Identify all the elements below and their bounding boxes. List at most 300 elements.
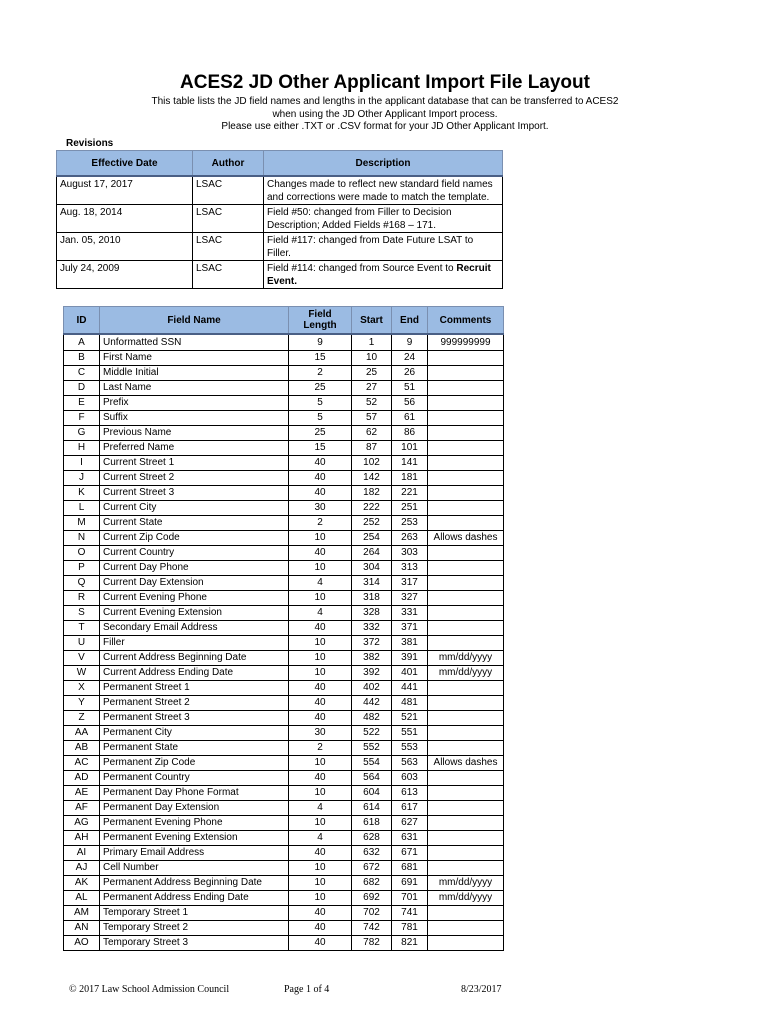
header-author: Author [193, 151, 264, 177]
field-id: D [64, 381, 100, 396]
field-id: F [64, 411, 100, 426]
field-length: 40 [289, 906, 352, 921]
field-start: 52 [352, 396, 392, 411]
field-start: 554 [352, 756, 392, 771]
field-row [64, 621, 504, 636]
field-id: X [64, 681, 100, 696]
revision-description: Field #117: changed from Date Future LSAT to Filler. [264, 233, 503, 261]
field-name: Unformatted SSN [100, 334, 289, 351]
field-name: Permanent Day Extension [100, 801, 289, 816]
field-start: 1 [352, 334, 392, 351]
footer-copyright: © 2017 Law School Admission Council [69, 984, 230, 995]
field-end: 613 [392, 786, 428, 801]
field-end: 9 [392, 334, 428, 351]
field-end: 701 [392, 891, 428, 906]
field-end: 313 [392, 561, 428, 576]
field-start: 182 [352, 486, 392, 501]
field-comment [428, 696, 504, 711]
field-row [64, 546, 504, 561]
field-row [64, 426, 504, 441]
field-name: Permanent City [100, 726, 289, 741]
field-row [64, 516, 504, 531]
field-id: AF [64, 801, 100, 816]
field-end: 86 [392, 426, 428, 441]
field-comment: mm/dd/yyyy [428, 651, 504, 666]
field-length: 40 [289, 711, 352, 726]
field-id: AN [64, 921, 100, 936]
field-id: J [64, 471, 100, 486]
field-start: 252 [352, 516, 392, 531]
field-row [64, 696, 504, 711]
field-length: 40 [289, 696, 352, 711]
field-name: Permanent Evening Phone [100, 816, 289, 831]
field-comment [428, 636, 504, 651]
field-start: 25 [352, 366, 392, 381]
field-name: Permanent Street 2 [100, 696, 289, 711]
field-end: 563 [392, 756, 428, 771]
header-comments: Comments [428, 307, 504, 335]
field-start: 692 [352, 891, 392, 906]
field-row [64, 741, 504, 756]
header-id: ID [64, 307, 100, 335]
field-name: Permanent Street 3 [100, 711, 289, 726]
field-end: 401 [392, 666, 428, 681]
field-row [64, 846, 504, 861]
field-row [64, 351, 504, 366]
field-end: 741 [392, 906, 428, 921]
field-name: Permanent State [100, 741, 289, 756]
field-start: 672 [352, 861, 392, 876]
field-comment [428, 561, 504, 576]
field-row [64, 636, 504, 651]
field-comment [428, 846, 504, 861]
header-field-name: Field Name [100, 307, 289, 335]
field-end: 253 [392, 516, 428, 531]
field-end: 631 [392, 831, 428, 846]
field-row [64, 726, 504, 741]
field-comment [428, 456, 504, 471]
field-row [64, 756, 504, 771]
field-start: 564 [352, 771, 392, 786]
field-name: Current Address Ending Date [100, 666, 289, 681]
revision-date: Jan. 05, 2010 [57, 233, 193, 261]
field-id: AI [64, 846, 100, 861]
field-start: 604 [352, 786, 392, 801]
field-row [64, 651, 504, 666]
field-end: 781 [392, 921, 428, 936]
field-length: 25 [289, 426, 352, 441]
field-id: AO [64, 936, 100, 951]
field-start: 318 [352, 591, 392, 606]
field-id: V [64, 651, 100, 666]
field-length: 10 [289, 666, 352, 681]
field-name: Current Street 3 [100, 486, 289, 501]
revision-description: Changes made to reflect new standard field names and corrections were made to match the template. [264, 176, 503, 205]
field-end: 381 [392, 636, 428, 651]
field-end: 627 [392, 816, 428, 831]
field-id: E [64, 396, 100, 411]
field-id: AH [64, 831, 100, 846]
field-id: C [64, 366, 100, 381]
field-comment [428, 486, 504, 501]
field-start: 87 [352, 441, 392, 456]
field-length: 40 [289, 621, 352, 636]
field-name: Permanent Address Beginning Date [100, 876, 289, 891]
field-comment [428, 516, 504, 531]
intro-line-1: This table lists the JD field names and lengths in the applicant database that can be transferred to ACES2 [151, 96, 619, 107]
field-start: 632 [352, 846, 392, 861]
field-row [64, 411, 504, 426]
field-row [64, 921, 504, 936]
field-comment [428, 771, 504, 786]
field-start: 482 [352, 711, 392, 726]
field-name: Current State [100, 516, 289, 531]
field-comment [428, 906, 504, 921]
field-length: 10 [289, 636, 352, 651]
field-comment [428, 786, 504, 801]
field-name: First Name [100, 351, 289, 366]
field-length: 4 [289, 801, 352, 816]
field-name: Cell Number [100, 861, 289, 876]
field-length: 4 [289, 576, 352, 591]
field-id: AC [64, 756, 100, 771]
revision-description [264, 261, 503, 289]
field-end: 681 [392, 861, 428, 876]
header-description: Description [264, 151, 503, 177]
field-id: N [64, 531, 100, 546]
field-row [64, 456, 504, 471]
field-comment [428, 366, 504, 381]
field-length: 30 [289, 726, 352, 741]
field-length: 10 [289, 816, 352, 831]
field-end: 671 [392, 846, 428, 861]
field-start: 682 [352, 876, 392, 891]
field-name: Previous Name [100, 426, 289, 441]
field-length: 40 [289, 771, 352, 786]
field-id: O [64, 546, 100, 561]
field-id: A [64, 334, 100, 351]
field-comment [428, 681, 504, 696]
header-effective-date: Effective Date [57, 151, 193, 177]
field-id: I [64, 456, 100, 471]
field-length: 15 [289, 351, 352, 366]
field-end: 263 [392, 531, 428, 546]
page-title: ACES2 JD Other Applicant Import File Layout [180, 72, 590, 93]
field-id: AD [64, 771, 100, 786]
field-row [64, 771, 504, 786]
field-length: 2 [289, 366, 352, 381]
field-length: 10 [289, 531, 352, 546]
field-id: P [64, 561, 100, 576]
field-comment [428, 576, 504, 591]
field-length: 40 [289, 486, 352, 501]
field-comment: 999999999 [428, 334, 504, 351]
field-comment [428, 816, 504, 831]
field-row [64, 471, 504, 486]
revision-row [57, 233, 503, 261]
field-name: Secondary Email Address [100, 621, 289, 636]
field-comment [428, 801, 504, 816]
field-rows [64, 334, 504, 951]
field-row [64, 906, 504, 921]
field-length: 10 [289, 786, 352, 801]
field-name: Permanent Address Ending Date [100, 891, 289, 906]
field-row [64, 831, 504, 846]
revision-author: LSAC [193, 176, 264, 205]
field-start: 782 [352, 936, 392, 951]
field-length: 40 [289, 921, 352, 936]
field-end: 821 [392, 936, 428, 951]
field-name: Primary Email Address [100, 846, 289, 861]
revision-row [57, 205, 503, 233]
field-row [64, 606, 504, 621]
field-end: 26 [392, 366, 428, 381]
field-row [64, 561, 504, 576]
field-comment [428, 921, 504, 936]
field-comment [428, 861, 504, 876]
field-length: 5 [289, 396, 352, 411]
field-name: Current Country [100, 546, 289, 561]
field-end: 51 [392, 381, 428, 396]
field-row [64, 666, 504, 681]
field-length: 4 [289, 831, 352, 846]
header-start: Start [352, 307, 392, 335]
field-start: 332 [352, 621, 392, 636]
field-end: 391 [392, 651, 428, 666]
field-length: 2 [289, 741, 352, 756]
field-name: Permanent Zip Code [100, 756, 289, 771]
field-start: 702 [352, 906, 392, 921]
field-row [64, 861, 504, 876]
field-row [64, 891, 504, 906]
field-start: 552 [352, 741, 392, 756]
field-id: Y [64, 696, 100, 711]
field-comment [428, 591, 504, 606]
field-end: 181 [392, 471, 428, 486]
field-start: 57 [352, 411, 392, 426]
field-comment [428, 621, 504, 636]
field-comment [428, 396, 504, 411]
field-length: 10 [289, 876, 352, 891]
field-name: Current Evening Extension [100, 606, 289, 621]
field-row [64, 876, 504, 891]
field-length: 40 [289, 846, 352, 861]
revision-description: Field #50: changed from Filler to Decision Description; Added Fields #168 – 171. [264, 205, 503, 233]
field-length: 40 [289, 936, 352, 951]
field-name: Suffix [100, 411, 289, 426]
field-id: T [64, 621, 100, 636]
field-comment [428, 441, 504, 456]
field-start: 102 [352, 456, 392, 471]
field-start: 314 [352, 576, 392, 591]
field-length: 40 [289, 681, 352, 696]
field-id: M [64, 516, 100, 531]
field-length: 4 [289, 606, 352, 621]
field-end: 553 [392, 741, 428, 756]
intro-line-3: Please use either .TXT or .CSV format for your JD Other Applicant Import. [221, 121, 549, 132]
field-length: 10 [289, 561, 352, 576]
field-end: 221 [392, 486, 428, 501]
footer-page-number: Page 1 of 4 [284, 984, 330, 995]
field-length: 10 [289, 756, 352, 771]
field-row [64, 366, 504, 381]
revision-description-bold: Recruit Event. [267, 263, 491, 287]
field-length: 30 [289, 501, 352, 516]
field-id: AE [64, 786, 100, 801]
field-end: 691 [392, 876, 428, 891]
field-comment [428, 546, 504, 561]
field-comment: Allows dashes [428, 756, 504, 771]
field-name: Permanent Evening Extension [100, 831, 289, 846]
field-header-row [64, 307, 504, 335]
field-id: AM [64, 906, 100, 921]
field-end: 331 [392, 606, 428, 621]
field-comment [428, 711, 504, 726]
header-field-length: Field Length [289, 307, 352, 335]
field-end: 251 [392, 501, 428, 516]
field-start: 392 [352, 666, 392, 681]
field-name: Current Address Beginning Date [100, 651, 289, 666]
field-name: Filler [100, 636, 289, 651]
field-comment [428, 831, 504, 846]
field-end: 617 [392, 801, 428, 816]
field-row [64, 681, 504, 696]
field-name: Current Street 2 [100, 471, 289, 486]
field-comment [428, 411, 504, 426]
field-comment [428, 381, 504, 396]
field-comment: Allows dashes [428, 531, 504, 546]
field-end: 24 [392, 351, 428, 366]
field-row [64, 441, 504, 456]
field-id: AK [64, 876, 100, 891]
field-end: 101 [392, 441, 428, 456]
field-start: 62 [352, 426, 392, 441]
field-end: 56 [392, 396, 428, 411]
intro-text [0, 96, 770, 134]
revisions-label: Revisions [66, 138, 114, 149]
field-name: Temporary Street 2 [100, 921, 289, 936]
revision-author: LSAC [193, 261, 264, 289]
field-name: Current City [100, 501, 289, 516]
field-comment [428, 936, 504, 951]
field-id: W [64, 666, 100, 681]
field-name: Current Zip Code [100, 531, 289, 546]
field-end: 481 [392, 696, 428, 711]
field-length: 25 [289, 381, 352, 396]
field-name: Current Evening Phone [100, 591, 289, 606]
revision-date: July 24, 2009 [57, 261, 193, 289]
field-end: 521 [392, 711, 428, 726]
field-comment: mm/dd/yyyy [428, 876, 504, 891]
field-row [64, 801, 504, 816]
field-start: 304 [352, 561, 392, 576]
field-end: 551 [392, 726, 428, 741]
intro-line-2: when using the JD Other Applicant Import process. [272, 108, 498, 120]
field-id: R [64, 591, 100, 606]
field-row [64, 576, 504, 591]
field-end: 441 [392, 681, 428, 696]
revision-row [57, 261, 503, 289]
field-name: Permanent Day Phone Format [100, 786, 289, 801]
field-start: 254 [352, 531, 392, 546]
field-start: 10 [352, 351, 392, 366]
field-id: AB [64, 741, 100, 756]
field-id: K [64, 486, 100, 501]
revision-author: LSAC [193, 205, 264, 233]
revision-row [57, 176, 503, 205]
field-id: AA [64, 726, 100, 741]
field-name: Preferred Name [100, 441, 289, 456]
footer-date: 8/23/2017 [461, 984, 502, 995]
field-name: Current Day Extension [100, 576, 289, 591]
field-row [64, 711, 504, 726]
field-id: U [64, 636, 100, 651]
field-end: 603 [392, 771, 428, 786]
field-name: Middle Initial [100, 366, 289, 381]
field-id: S [64, 606, 100, 621]
field-start: 628 [352, 831, 392, 846]
field-length: 9 [289, 334, 352, 351]
field-length: 2 [289, 516, 352, 531]
field-name: Last Name [100, 381, 289, 396]
field-name: Temporary Street 1 [100, 906, 289, 921]
field-row [64, 816, 504, 831]
field-length: 40 [289, 456, 352, 471]
field-comment [428, 471, 504, 486]
field-length: 40 [289, 546, 352, 561]
field-comment [428, 501, 504, 516]
field-start: 618 [352, 816, 392, 831]
field-end: 327 [392, 591, 428, 606]
field-start: 442 [352, 696, 392, 711]
field-row [64, 501, 504, 516]
field-start: 328 [352, 606, 392, 621]
field-id: Z [64, 711, 100, 726]
field-id: G [64, 426, 100, 441]
field-start: 372 [352, 636, 392, 651]
field-start: 382 [352, 651, 392, 666]
revision-date: Aug. 18, 2014 [57, 205, 193, 233]
field-comment [428, 351, 504, 366]
field-end: 303 [392, 546, 428, 561]
field-end: 317 [392, 576, 428, 591]
field-length: 5 [289, 411, 352, 426]
field-length: 10 [289, 861, 352, 876]
field-id: H [64, 441, 100, 456]
field-comment: mm/dd/yyyy [428, 891, 504, 906]
field-length: 10 [289, 651, 352, 666]
field-start: 402 [352, 681, 392, 696]
field-row [64, 486, 504, 501]
field-name: Prefix [100, 396, 289, 411]
revision-date: August 17, 2017 [57, 176, 193, 205]
field-comment [428, 606, 504, 621]
field-row [64, 786, 504, 801]
field-start: 742 [352, 921, 392, 936]
field-start: 614 [352, 801, 392, 816]
field-row [64, 531, 504, 546]
field-start: 27 [352, 381, 392, 396]
header-end: End [392, 307, 428, 335]
field-row [64, 334, 504, 351]
field-end: 141 [392, 456, 428, 471]
field-name: Temporary Street 3 [100, 936, 289, 951]
field-comment [428, 426, 504, 441]
field-name: Permanent Street 1 [100, 681, 289, 696]
field-id: AL [64, 891, 100, 906]
field-length: 10 [289, 591, 352, 606]
field-name: Current Street 1 [100, 456, 289, 471]
